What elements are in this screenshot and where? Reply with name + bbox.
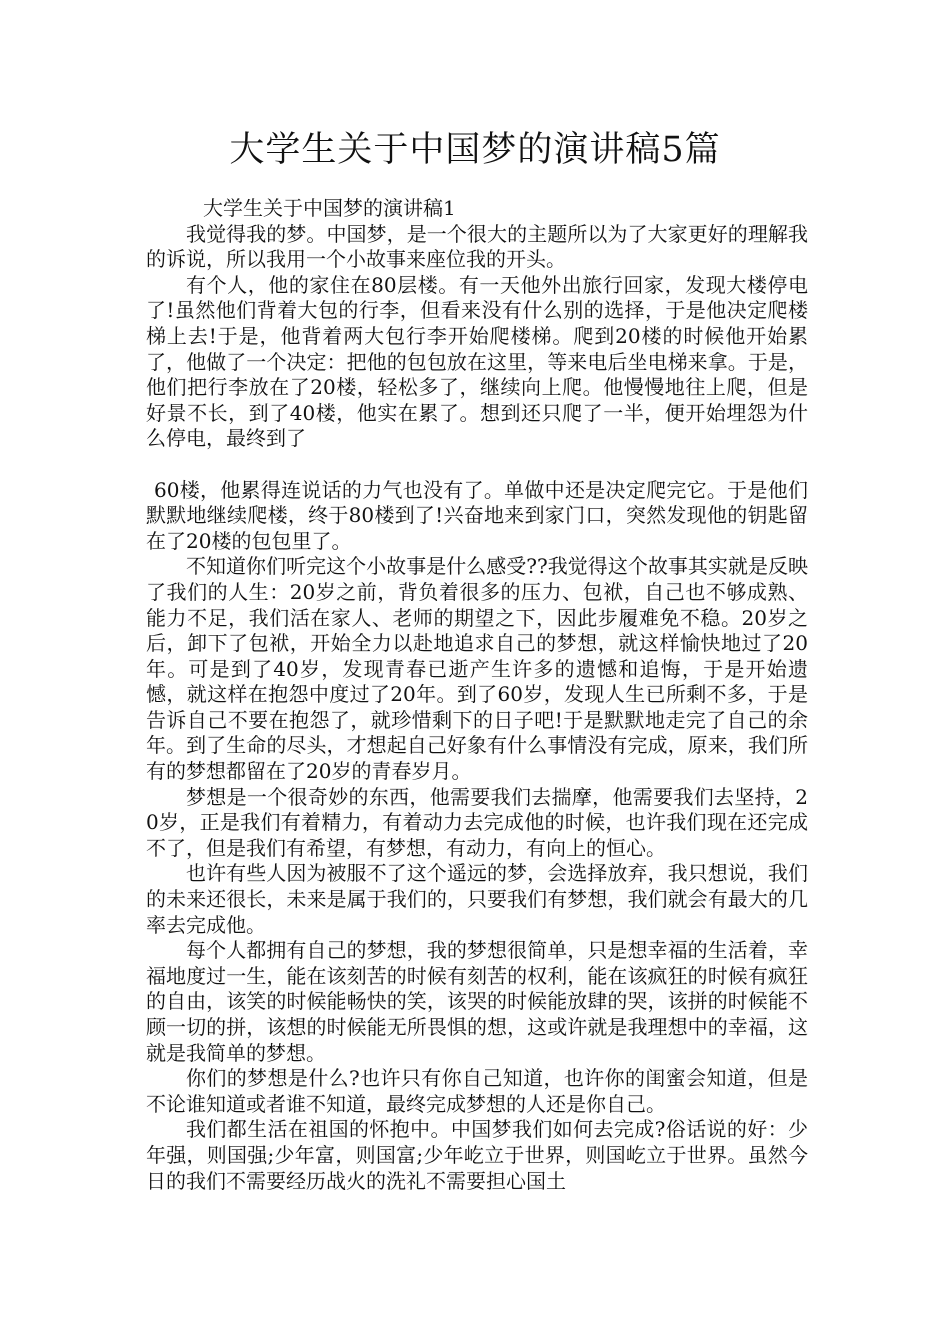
paragraph: 有个人，他的家住在80层楼。有一天他外出旅行回家，发现大楼停电了!虽然他们背着大包的行李，但看来没有什么别的选择，于是他决定爬楼梯上去!于是，他背着两大包行李开始爬楼梯。爬到20楼的时候他开始累了，他做了一个决定：把他的包包放在这里，等来电后坐电梯来拿。于是，他们把行李放在了20楼，轻松多了，继续向上爬。他慢慢地往上爬，但是好景不长，到了40楼，他实在累了。想到还只爬了一半，便开始埋怨为什么停电，最终到了 (146, 272, 808, 451)
paragraph: 我们都生活在祖国的怀抱中。中国梦我们如何去完成?俗话说的好：少年强，则国强;少年富，则国富;少年屹立于世界，则国屹立于世界。虽然今日的我们不需要经历战火的洗礼不需要担心国土 (146, 1117, 808, 1193)
document-title: 大学生关于中国梦的演讲稿5篇 (229, 130, 721, 170)
paragraph: 不知道你们听完这个小故事是什么感受??我觉得这个故事其实就是反映了我们的人生：20岁之前，背负着很多的压力、包袱，自己也不够成熟、能力不足，我们活在家人、老师的期望之下，因此步履难免不稳。20岁之后，卸下了包袱，开始全力以赴地追求自己的梦想，就这样愉快地过了20年。可是到了40岁，发现青春已逝产生许多的遗憾和追悔，于是开始遗憾，就这样在抱怨中度过了20年。到了60岁，发现人生已所剩不多，于是告诉自己不要在抱怨了，就珍惜剩下的日子吧!于是默默地走完了自己的余年。到了生命的尽头，才想起自己好象有什么事情没有完成，原来，我们所有的梦想都留在了20岁的青春岁月。 (146, 554, 808, 784)
paragraph: 我觉得我的梦。中国梦，是一个很大的主题所以为了大家更好的理解我的诉说，所以我用一个小故事来座位我的开头。 (146, 221, 808, 272)
paragraph: 每个人都拥有自己的梦想，我的梦想很简单，只是想幸福的生活着，幸福地度过一生，能在该刻苦的时候有刻苦的权利，能在该疯狂的时候有疯狂的自由，该笑的时候能畅快的笑，该哭的时候能放肆的哭，该拼的时候能不顾一切的拼，该想的时候能无所畏惧的想，这或许就是我理想中的幸福，这就是我简单的梦想。 (146, 938, 808, 1065)
document-body (146, 196, 808, 1194)
paragraph-gap (146, 452, 808, 478)
paragraph: 也许有些人因为被服不了这个遥远的梦，会选择放弃，我只想说，我们的未来还很长，未来是属于我们的，只要我们有梦想，我们就会有最大的几率去完成他。 (146, 861, 808, 937)
paragraph: 60楼，他累得连说话的力气也没有了。单做中还是决定爬完它。于是他们默默地继续爬楼，终于80楼到了!兴奋地来到家门口，突然发现他的钥匙留在了20楼的包包里了。 (146, 477, 808, 553)
paragraph: 你们的梦想是什么?也许只有你自己知道，也许你的闺蜜会知道，但是不论谁知道或者谁不知道，最终完成梦想的人还是你自己。 (146, 1066, 808, 1116)
section-heading: 大学生关于中国梦的演讲稿1 (203, 196, 456, 220)
paragraph: 梦想是一个很奇妙的东西，他需要我们去揣摩，他需要我们去坚持，20岁，正是我们有着精力，有着动力去完成他的时候，也许我们现在还完成不了，但是我们有希望，有梦想，有动力，有向上的恒心。 (146, 784, 808, 860)
